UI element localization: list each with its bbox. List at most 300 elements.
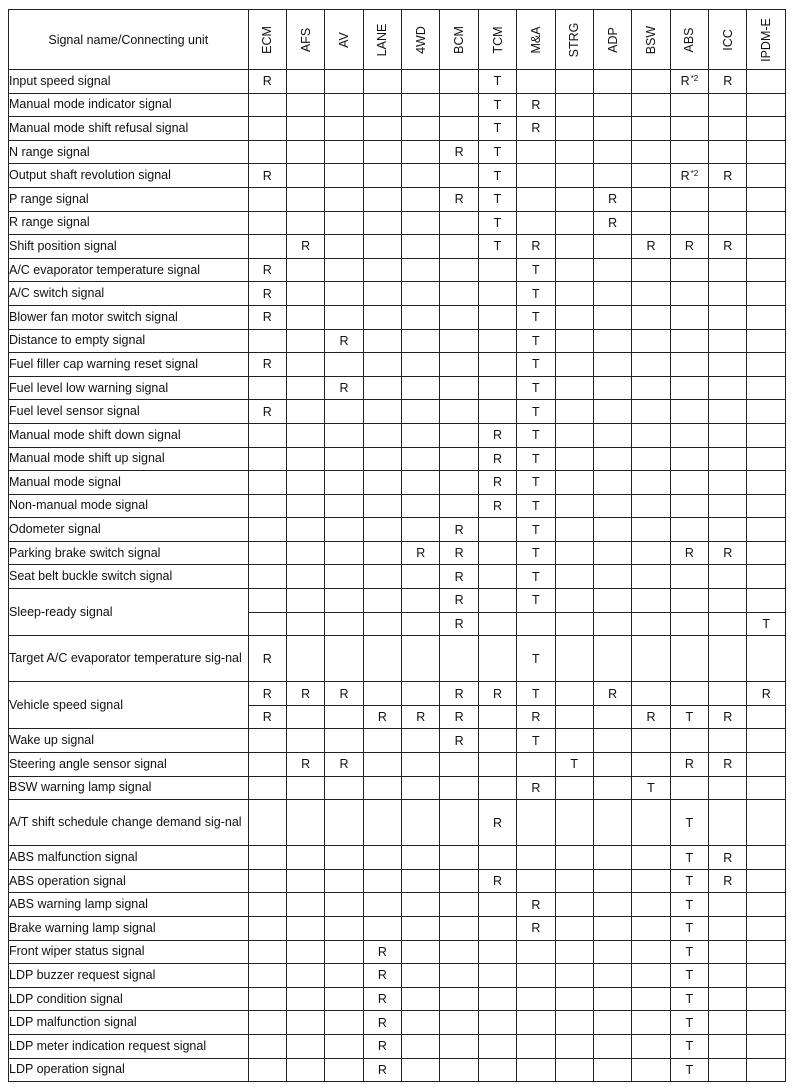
role-cell	[747, 164, 786, 188]
role-cell	[402, 589, 440, 613]
role-cell	[555, 1034, 593, 1058]
role-cell	[440, 329, 478, 353]
role-cell	[555, 282, 593, 306]
role-cell	[363, 729, 401, 753]
role-cell: R	[248, 353, 286, 377]
role-cell	[747, 423, 786, 447]
role-cell	[363, 893, 401, 917]
role-cell	[747, 1058, 786, 1082]
role-cell	[747, 940, 786, 964]
role-cell	[555, 447, 593, 471]
role-cell: T	[478, 140, 516, 164]
role-cell	[325, 1011, 363, 1035]
role-cell	[632, 800, 670, 846]
role-cell	[632, 893, 670, 917]
role-cell	[517, 1011, 555, 1035]
role-cell	[440, 1011, 478, 1035]
role-cell	[478, 893, 516, 917]
role-cell	[670, 471, 708, 495]
role-cell	[402, 518, 440, 542]
role-cell	[747, 636, 786, 682]
role-cell	[248, 376, 286, 400]
role-cell	[248, 917, 286, 941]
signal-name-cell: A/C evaporator temperature signal	[9, 258, 249, 282]
role-cell	[402, 1058, 440, 1082]
role-cell	[555, 140, 593, 164]
role-cell	[517, 187, 555, 211]
role-cell	[286, 917, 324, 941]
role-cell: R	[248, 636, 286, 682]
role-cell	[632, 93, 670, 117]
role-cell	[555, 235, 593, 259]
role-cell	[670, 612, 708, 636]
role-cell	[478, 705, 516, 729]
role-cell	[325, 353, 363, 377]
role-cell	[363, 187, 401, 211]
role-cell: T	[517, 400, 555, 424]
table-row	[9, 541, 786, 565]
role-cell: T	[670, 893, 708, 917]
role-cell: R	[440, 729, 478, 753]
unit-header-ecm	[248, 10, 286, 70]
role-cell	[555, 494, 593, 518]
role-cell	[478, 940, 516, 964]
role-cell	[632, 117, 670, 141]
role-cell	[286, 1034, 324, 1058]
role-cell: R	[248, 705, 286, 729]
role-cell	[402, 636, 440, 682]
role-cell: T	[670, 800, 708, 846]
role-cell	[632, 258, 670, 282]
role-cell	[478, 518, 516, 542]
role-cell: T	[517, 518, 555, 542]
role-cell	[363, 140, 401, 164]
role-cell	[593, 447, 631, 471]
role-cell: R	[440, 612, 478, 636]
role-cell: R	[363, 940, 401, 964]
table-row	[9, 471, 786, 495]
role-cell: T	[517, 494, 555, 518]
signal-name-cell: Steering angle sensor signal	[9, 753, 249, 777]
signal-name-cell: Distance to empty signal	[9, 329, 249, 353]
role-cell	[632, 447, 670, 471]
role-cell: R	[325, 376, 363, 400]
role-cell	[248, 187, 286, 211]
role-cell	[248, 1034, 286, 1058]
role-cell	[248, 869, 286, 893]
role-cell	[593, 846, 631, 870]
role-cell	[325, 636, 363, 682]
role-cell	[593, 893, 631, 917]
role-cell	[286, 376, 324, 400]
role-cell	[325, 235, 363, 259]
table-row	[9, 93, 786, 117]
role-cell	[747, 494, 786, 518]
role-cell	[440, 282, 478, 306]
role-cell	[402, 211, 440, 235]
role-cell	[286, 258, 324, 282]
role-cell	[747, 353, 786, 377]
role-cell	[363, 93, 401, 117]
role-cell	[363, 800, 401, 846]
role-cell	[555, 589, 593, 613]
role-cell: R	[440, 541, 478, 565]
role-cell	[747, 211, 786, 235]
role-cell	[593, 729, 631, 753]
table-row	[9, 353, 786, 377]
role-cell	[286, 471, 324, 495]
table-row	[9, 636, 786, 682]
role-cell	[555, 518, 593, 542]
role-cell: T	[670, 869, 708, 893]
role-cell	[670, 329, 708, 353]
role-cell	[517, 800, 555, 846]
role-cell	[478, 589, 516, 613]
role-cell	[747, 541, 786, 565]
unit-header-lane	[363, 10, 401, 70]
role-cell	[709, 494, 747, 518]
role-cell	[478, 376, 516, 400]
role-cell	[555, 846, 593, 870]
unit-header-bcm	[440, 10, 478, 70]
table-row	[9, 376, 786, 400]
role-cell: R	[248, 400, 286, 424]
role-cell	[555, 329, 593, 353]
role-cell	[440, 164, 478, 188]
table-row	[9, 235, 786, 259]
role-cell	[555, 705, 593, 729]
role-cell	[709, 93, 747, 117]
role-cell	[248, 93, 286, 117]
role-cell	[709, 940, 747, 964]
role-cell	[440, 636, 478, 682]
role-cell	[709, 353, 747, 377]
role-cell	[478, 1011, 516, 1035]
role-cell	[286, 987, 324, 1011]
role-cell	[248, 800, 286, 846]
role-cell	[747, 376, 786, 400]
role-cell	[709, 305, 747, 329]
role-cell	[248, 471, 286, 495]
role-cell	[632, 423, 670, 447]
table-row	[9, 846, 786, 870]
signal-name-cell: LDP meter indication request signal	[9, 1034, 249, 1058]
role-cell	[286, 447, 324, 471]
role-cell	[747, 917, 786, 941]
signal-name-cell: Wake up signal	[9, 729, 249, 753]
role-cell: T	[517, 353, 555, 377]
role-cell	[593, 305, 631, 329]
role-cell	[709, 987, 747, 1011]
role-cell	[517, 612, 555, 636]
unit-header-adp	[593, 10, 631, 70]
signal-name-cell: Odometer signal	[9, 518, 249, 542]
role-cell	[517, 869, 555, 893]
unit-header-label: AV	[337, 31, 351, 48]
role-cell	[325, 541, 363, 565]
role-cell	[402, 164, 440, 188]
role-cell	[632, 612, 670, 636]
role-cell: R	[517, 776, 555, 800]
role-cell: R	[478, 471, 516, 495]
role-cell: R	[670, 753, 708, 777]
role-cell	[363, 305, 401, 329]
role-cell	[747, 869, 786, 893]
signal-name-cell: Fuel filler cap warning reset signal	[9, 353, 249, 377]
role-cell	[402, 93, 440, 117]
role-cell	[747, 518, 786, 542]
role-cell: R	[632, 705, 670, 729]
role-cell	[363, 682, 401, 706]
role-cell	[325, 305, 363, 329]
role-cell	[248, 940, 286, 964]
role-cell	[709, 376, 747, 400]
role-cell: R	[248, 305, 286, 329]
role-cell	[555, 1011, 593, 1035]
role-cell	[709, 140, 747, 164]
role-cell	[325, 705, 363, 729]
role-cell	[402, 70, 440, 94]
role-cell	[248, 612, 286, 636]
role-cell	[593, 164, 631, 188]
role-cell	[440, 1058, 478, 1082]
role-cell: R	[517, 117, 555, 141]
role-cell	[440, 305, 478, 329]
signal-name-cell: Sleep-ready signal	[9, 589, 249, 636]
role-cell	[325, 964, 363, 988]
role-cell: R	[478, 447, 516, 471]
role-cell: T	[478, 211, 516, 235]
role-cell	[286, 353, 324, 377]
role-cell	[593, 1058, 631, 1082]
role-cell	[709, 187, 747, 211]
role-cell	[632, 987, 670, 1011]
role-cell	[478, 282, 516, 306]
role-cell	[402, 305, 440, 329]
role-cell	[593, 329, 631, 353]
role-cell	[248, 589, 286, 613]
role-cell	[555, 471, 593, 495]
role-cell	[632, 682, 670, 706]
role-cell	[363, 164, 401, 188]
signal-name-cell: LDP operation signal	[9, 1058, 249, 1082]
signal-name-cell: LDP condition signal	[9, 987, 249, 1011]
role-cell	[747, 235, 786, 259]
role-cell: T	[670, 987, 708, 1011]
role-cell	[363, 471, 401, 495]
role-cell	[593, 117, 631, 141]
role-cell: R	[248, 164, 286, 188]
role-cell	[632, 471, 670, 495]
role-cell	[517, 964, 555, 988]
role-cell: R	[517, 705, 555, 729]
signal-name-cell: LDP malfunction signal	[9, 1011, 249, 1035]
role-cell	[555, 305, 593, 329]
role-cell	[747, 705, 786, 729]
role-cell	[747, 329, 786, 353]
role-cell	[402, 753, 440, 777]
role-cell	[709, 258, 747, 282]
role-cell: T	[478, 235, 516, 259]
role-cell	[325, 140, 363, 164]
table-row	[9, 940, 786, 964]
role-cell	[363, 589, 401, 613]
unit-header-afs	[286, 10, 324, 70]
role-cell	[670, 400, 708, 424]
role-cell	[555, 93, 593, 117]
role-cell	[709, 117, 747, 141]
role-cell	[248, 235, 286, 259]
role-cell	[670, 187, 708, 211]
role-cell: T	[517, 258, 555, 282]
role-cell	[363, 518, 401, 542]
role-cell	[402, 612, 440, 636]
role-cell: R	[440, 705, 478, 729]
role-cell: R	[248, 282, 286, 306]
role-cell	[747, 846, 786, 870]
role-cell	[555, 636, 593, 682]
signal-name-cell: A/T shift schedule change demand sig-nal	[9, 800, 249, 846]
role-cell	[248, 494, 286, 518]
unit-header-label: M&A	[528, 25, 543, 54]
role-cell	[555, 541, 593, 565]
role-cell	[555, 70, 593, 94]
role-cell	[325, 869, 363, 893]
role-cell	[325, 447, 363, 471]
signal-name-cell: R range signal	[9, 211, 249, 235]
unit-header-tcm	[478, 10, 516, 70]
role-cell	[402, 329, 440, 353]
role-cell	[670, 353, 708, 377]
table-row	[9, 1034, 786, 1058]
role-cell	[440, 940, 478, 964]
role-cell	[555, 776, 593, 800]
role-cell	[670, 494, 708, 518]
signal-name-cell: Brake warning lamp signal	[9, 917, 249, 941]
role-cell: T	[517, 541, 555, 565]
role-cell	[747, 70, 786, 94]
role-cell: R	[363, 1058, 401, 1082]
role-cell: T	[670, 1011, 708, 1035]
table-row	[9, 1058, 786, 1082]
role-cell	[440, 117, 478, 141]
role-cell	[440, 987, 478, 1011]
role-cell	[632, 636, 670, 682]
role-cell	[286, 329, 324, 353]
signal-name-cell: N range signal	[9, 140, 249, 164]
role-cell	[517, 1034, 555, 1058]
role-cell: T	[517, 423, 555, 447]
role-cell	[593, 589, 631, 613]
table-row	[9, 589, 786, 613]
role-cell	[747, 753, 786, 777]
signal-table-body	[9, 70, 786, 1082]
role-cell	[248, 140, 286, 164]
role-cell	[363, 636, 401, 682]
table-row	[9, 494, 786, 518]
role-cell: T	[517, 682, 555, 706]
role-cell	[440, 893, 478, 917]
role-cell	[363, 329, 401, 353]
role-cell	[440, 400, 478, 424]
role-cell	[248, 964, 286, 988]
role-cell	[593, 636, 631, 682]
role-cell	[478, 846, 516, 870]
role-cell	[440, 235, 478, 259]
role-cell	[248, 541, 286, 565]
role-cell	[670, 589, 708, 613]
role-cell: R	[402, 541, 440, 565]
role-cell	[670, 211, 708, 235]
role-cell	[747, 987, 786, 1011]
role-cell	[363, 869, 401, 893]
table-row	[9, 423, 786, 447]
role-cell: R	[709, 164, 747, 188]
role-cell	[440, 917, 478, 941]
role-cell	[325, 987, 363, 1011]
role-cell	[440, 869, 478, 893]
role-cell	[670, 423, 708, 447]
role-cell	[670, 282, 708, 306]
role-cell	[402, 964, 440, 988]
role-cell: R	[709, 846, 747, 870]
role-cell: T	[517, 636, 555, 682]
role-cell	[402, 282, 440, 306]
role-cell	[478, 1058, 516, 1082]
role-cell	[555, 400, 593, 424]
role-cell	[709, 776, 747, 800]
role-cell	[593, 235, 631, 259]
role-cell	[478, 987, 516, 1011]
role-cell	[402, 1011, 440, 1035]
role-cell	[248, 846, 286, 870]
role-cell	[248, 423, 286, 447]
role-cell: R	[402, 705, 440, 729]
role-cell	[593, 612, 631, 636]
role-cell	[248, 753, 286, 777]
role-cell	[632, 164, 670, 188]
role-cell	[325, 1034, 363, 1058]
role-cell	[325, 211, 363, 235]
role-cell	[363, 353, 401, 377]
role-cell	[363, 70, 401, 94]
role-cell: T	[478, 164, 516, 188]
role-cell	[517, 70, 555, 94]
role-cell	[517, 753, 555, 777]
role-cell	[747, 893, 786, 917]
role-cell	[440, 846, 478, 870]
role-cell	[555, 187, 593, 211]
role-cell	[286, 705, 324, 729]
role-cell	[478, 258, 516, 282]
role-cell: R	[670, 541, 708, 565]
role-cell	[286, 494, 324, 518]
role-cell	[478, 565, 516, 589]
role-cell	[632, 376, 670, 400]
table-row	[9, 518, 786, 542]
role-cell	[478, 400, 516, 424]
role-cell	[670, 258, 708, 282]
role-cell: R	[593, 211, 631, 235]
role-cell	[286, 612, 324, 636]
role-cell: R	[363, 987, 401, 1011]
role-cell	[632, 1034, 670, 1058]
signal-name-cell: Output shaft revolution signal	[9, 164, 249, 188]
role-cell: R	[286, 753, 324, 777]
role-cell	[248, 1011, 286, 1035]
role-cell: R	[478, 423, 516, 447]
role-cell: T	[517, 305, 555, 329]
